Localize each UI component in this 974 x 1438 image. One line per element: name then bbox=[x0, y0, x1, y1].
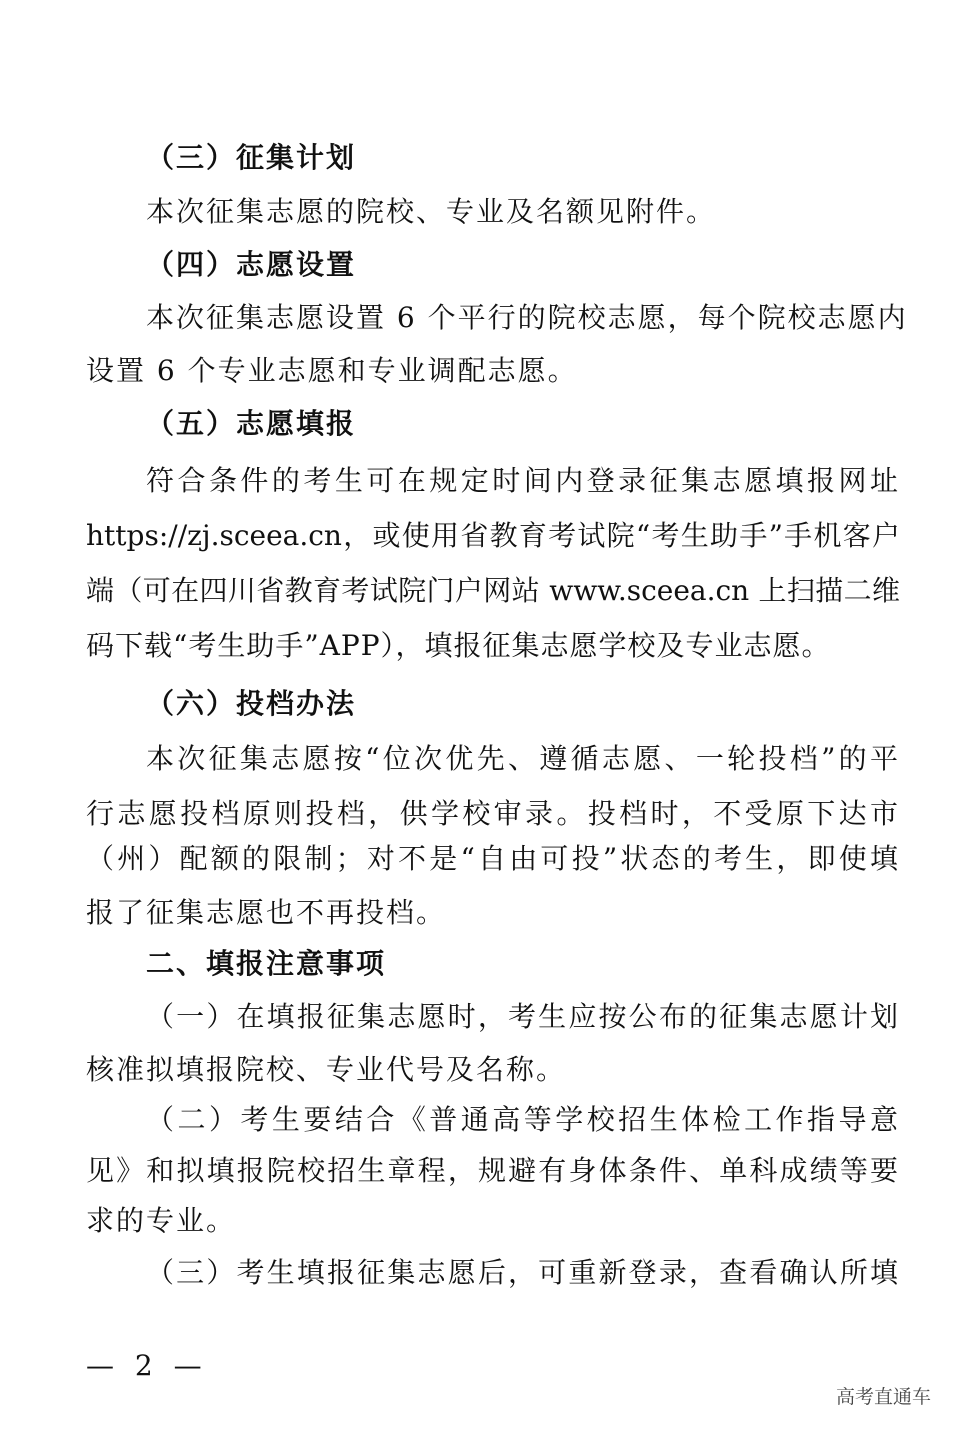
section-heading-filling: （五）志愿填报 bbox=[146, 407, 357, 440]
paragraph-line: 本次征集志愿按“位次优先、遵循志愿、一轮投档”的平 bbox=[146, 742, 900, 775]
paragraph-line: 本次征集志愿的院校、专业及名额见附件。 bbox=[146, 195, 717, 228]
paragraph-line: https://zj.sceea.cn，或使用省教育考试院“考生助手”手机客户 bbox=[86, 519, 900, 552]
paragraph-line: 码下载“考生助手”APP），填报征集志愿学校及专业志愿。 bbox=[86, 629, 831, 662]
paragraph-line: 核准拟填报院校、专业代号及名称。 bbox=[86, 1053, 567, 1086]
paragraph-line: （三）考生填报征集志愿后，可重新登录，查看确认所填 bbox=[146, 1256, 900, 1289]
section-heading-admission: （六）投档办法 bbox=[146, 687, 357, 720]
paragraph-line: 求的专业。 bbox=[86, 1204, 237, 1237]
paragraph-line: （一）在填报征集志愿时，考生应按公布的征集志愿计划 bbox=[146, 1000, 900, 1033]
section-heading-notes: 二、填报注意事项 bbox=[146, 947, 387, 980]
paragraph-line: 符合条件的考生可在规定时间内登录征集志愿填报网址 bbox=[146, 464, 900, 497]
paragraph-line: 端（可在四川省教育考试院门户网站 www.sceea.cn 上扫描二维 bbox=[86, 574, 900, 607]
watermark-text: 高考直通车 bbox=[836, 1386, 932, 1408]
paragraph-line: 见》和拟填报院校招生章程，规避有身体条件、单科成绩等要 bbox=[86, 1154, 900, 1187]
paragraph-line: （州）配额的限制；对不是“自由可投”状态的考生，即使填 bbox=[86, 842, 900, 875]
page-number: — 2 — bbox=[86, 1349, 208, 1382]
paragraph-line: 本次征集志愿设置 6 个平行的院校志愿，每个院校志愿内 bbox=[146, 301, 908, 334]
section-heading-settings: （四）志愿设置 bbox=[146, 248, 357, 281]
paragraph-line: 设置 6 个专业志愿和专业调配志愿。 bbox=[86, 354, 578, 387]
section-heading-plan: （三）征集计划 bbox=[146, 141, 357, 174]
paragraph-line: 行志愿投档原则投档，供学校审录。投档时，不受原下达市 bbox=[86, 797, 900, 830]
paragraph-line: （二）考生要结合《普通高等学校招生体检工作指导意 bbox=[146, 1103, 900, 1136]
paragraph-line: 报了征集志愿也不再投档。 bbox=[86, 896, 447, 929]
